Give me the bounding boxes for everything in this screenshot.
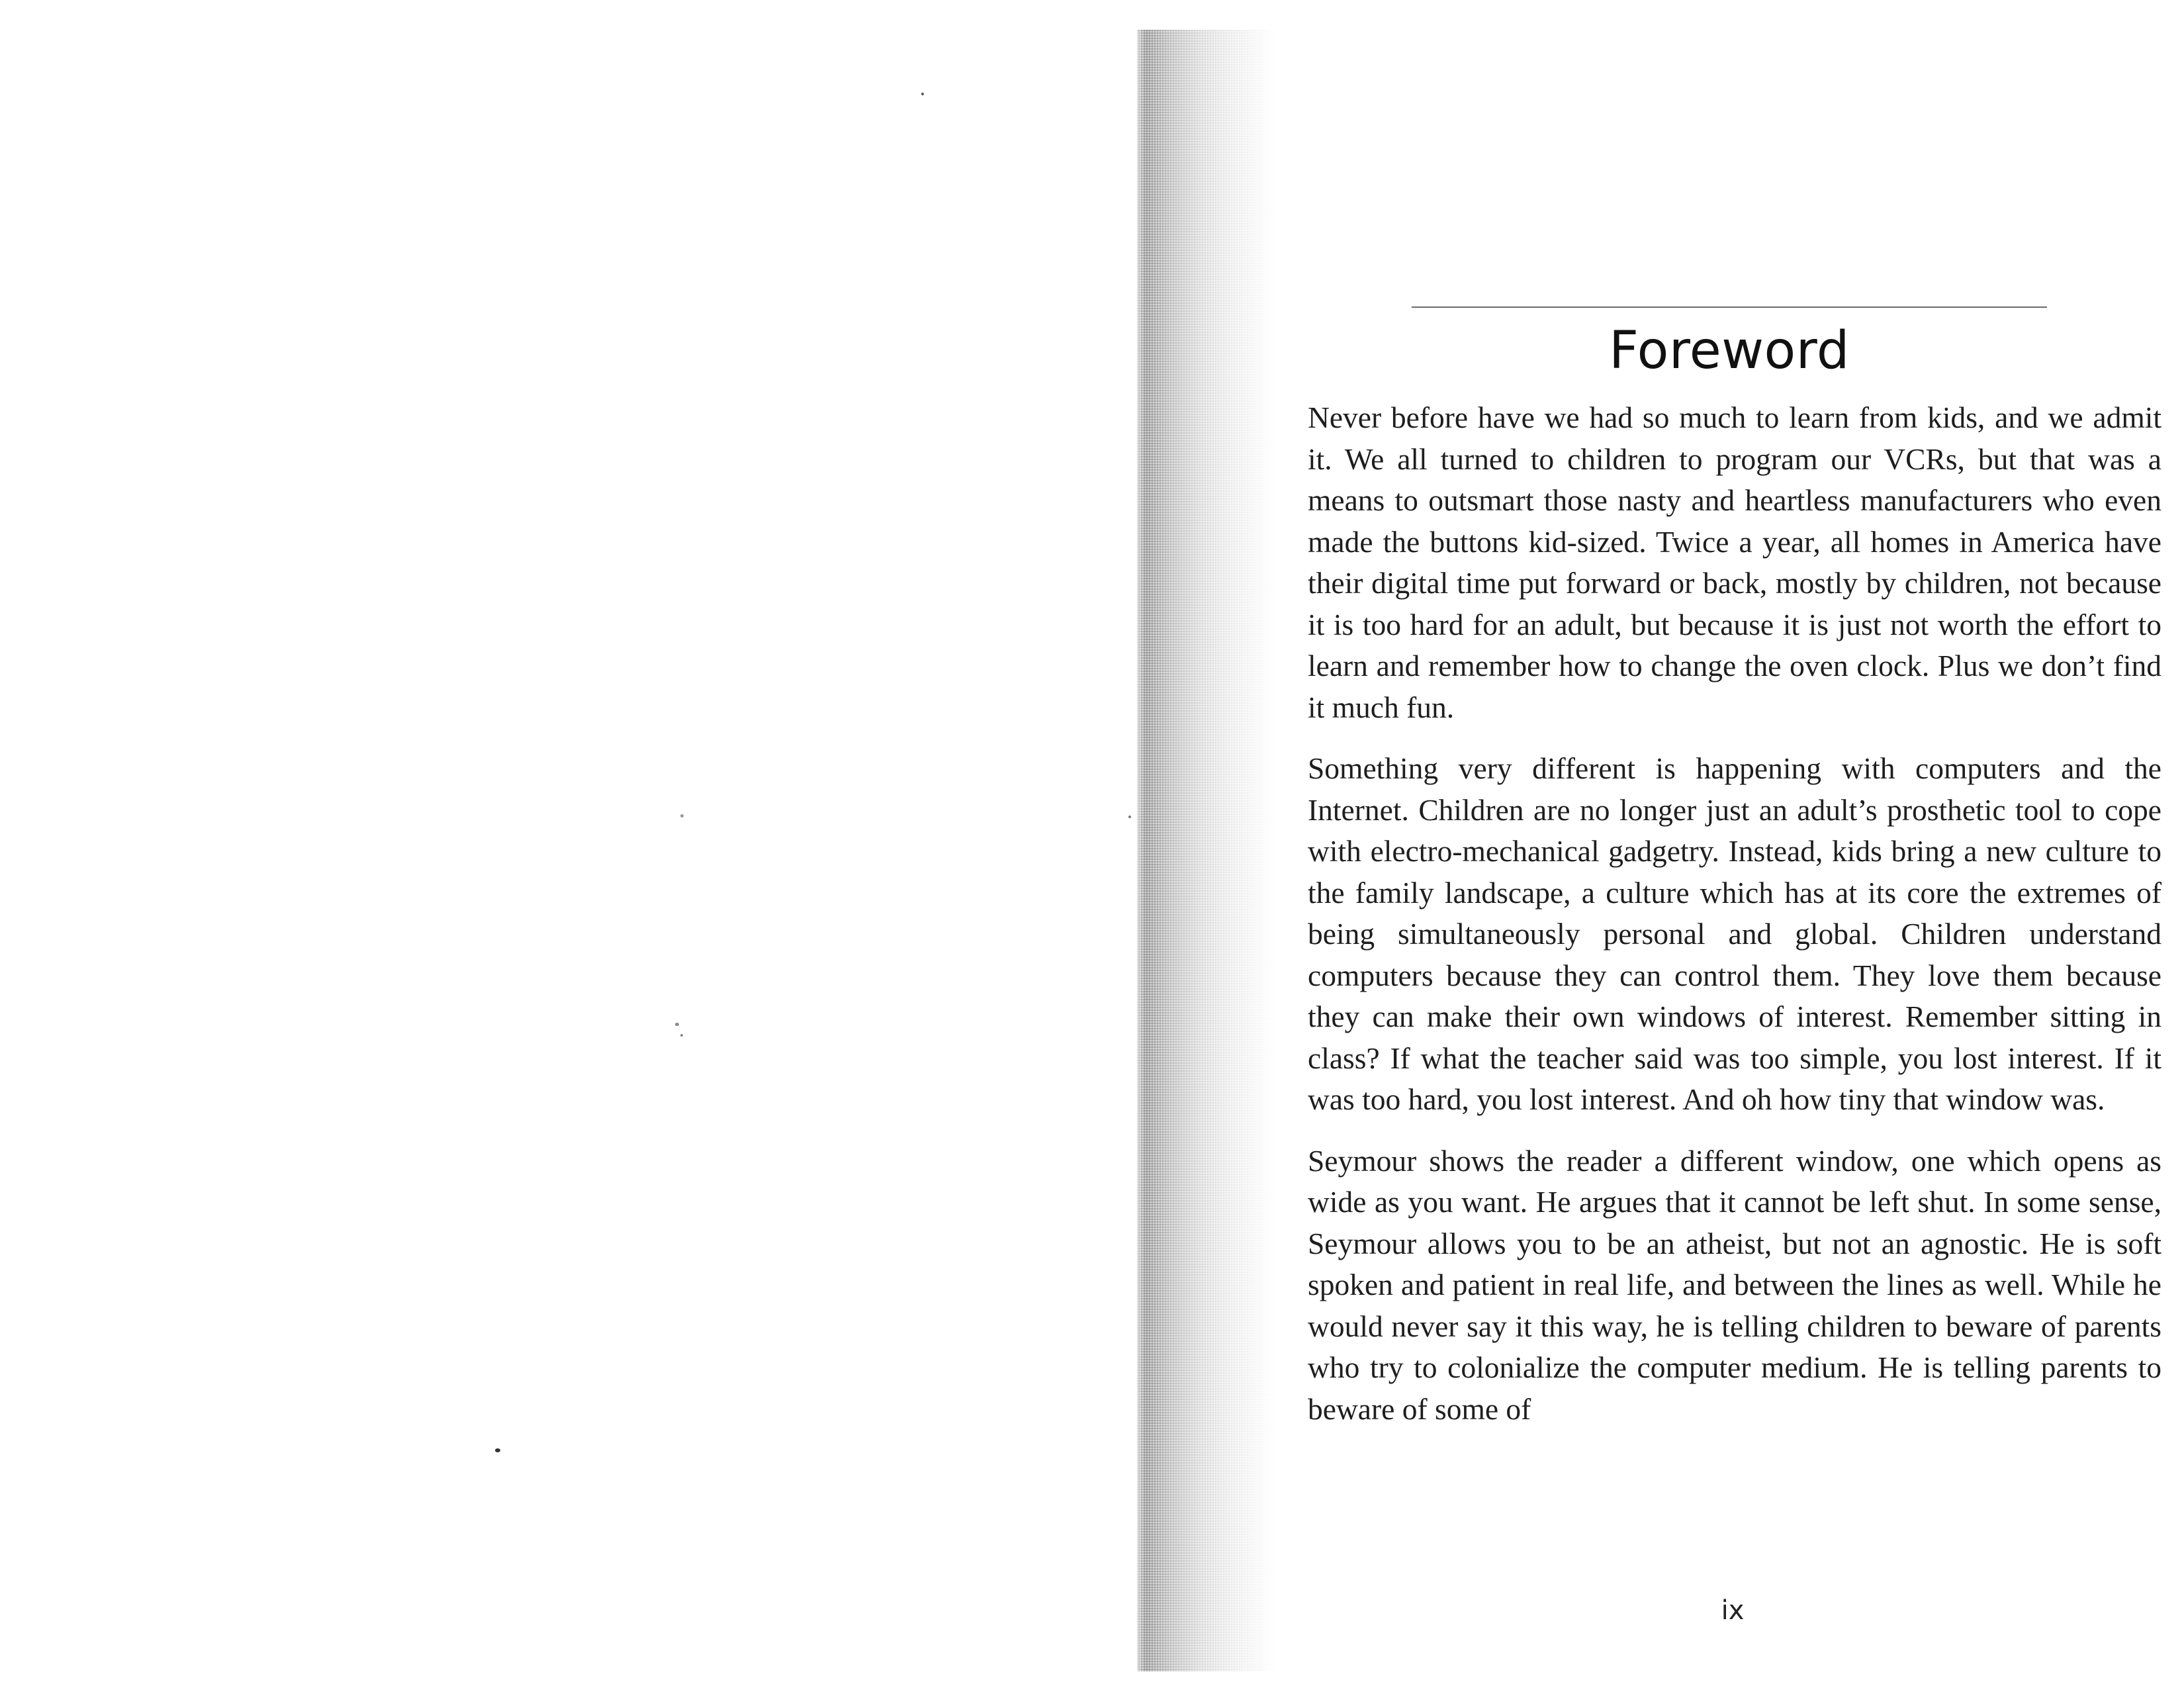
paragraph: Something very different is happening with computers and the Internet. Children are no longer just an adult’s prosthetic tool to cope with electro-mechanical gadgetry. Instead, kids bring a new culture to the family landscape, a culture which has at its core the extremes of being simultaneously personal and global. Children understand computers because they can control them. They love them because they can make their own windows of interest. Remember sitting in class? If what the teacher said was too simple, you lost interest. If it was too hard, you lost interest. And oh how tiny that window was.: [1308, 751, 2161, 1116]
book-gutter-shadow: [1137, 30, 1276, 1671]
page-number: ix: [1721, 1595, 1745, 1626]
scan-speck: [680, 1034, 683, 1037]
paragraph: Never before have we had so much to learn from kids, and we admit it. We all turned to children to program our VCRs, but that was a means to outsmart those nasty and heartless manufacturers who even made the buttons kid-sized. Twice a year, all homes in America have their digital time put forward or back, mostly by children, not because it is too hard for an adult, but because it is just not worth the effort to learn and remember how to change the oven clock. Plus we don’t find it much fun.: [1308, 400, 2161, 724]
scan-speck: [680, 814, 684, 818]
scan-speck: [495, 1448, 500, 1452]
title-rule: [1412, 306, 2047, 308]
page-title: Foreword: [1609, 321, 1850, 381]
foreword-page: [1276, 0, 2184, 1688]
scan-speck: [921, 93, 924, 95]
scan-speck: [1128, 816, 1131, 818]
paragraph: Seymour shows the reader a different window, one which opens as wide as you want. He argues that it cannot be left shut. In some sense, Seymour allows you to be an atheist, but not an agnostic. He is soft spoken and patient in real life, and between the lines as well. While he would never say it this way, he is telling children to beware of parents who try to colonialize the computer medium. He is telling parents to beware of some of: [1308, 1143, 2161, 1426]
body-text: [1308, 397, 2161, 1450]
scan-speck: [675, 1023, 679, 1026]
